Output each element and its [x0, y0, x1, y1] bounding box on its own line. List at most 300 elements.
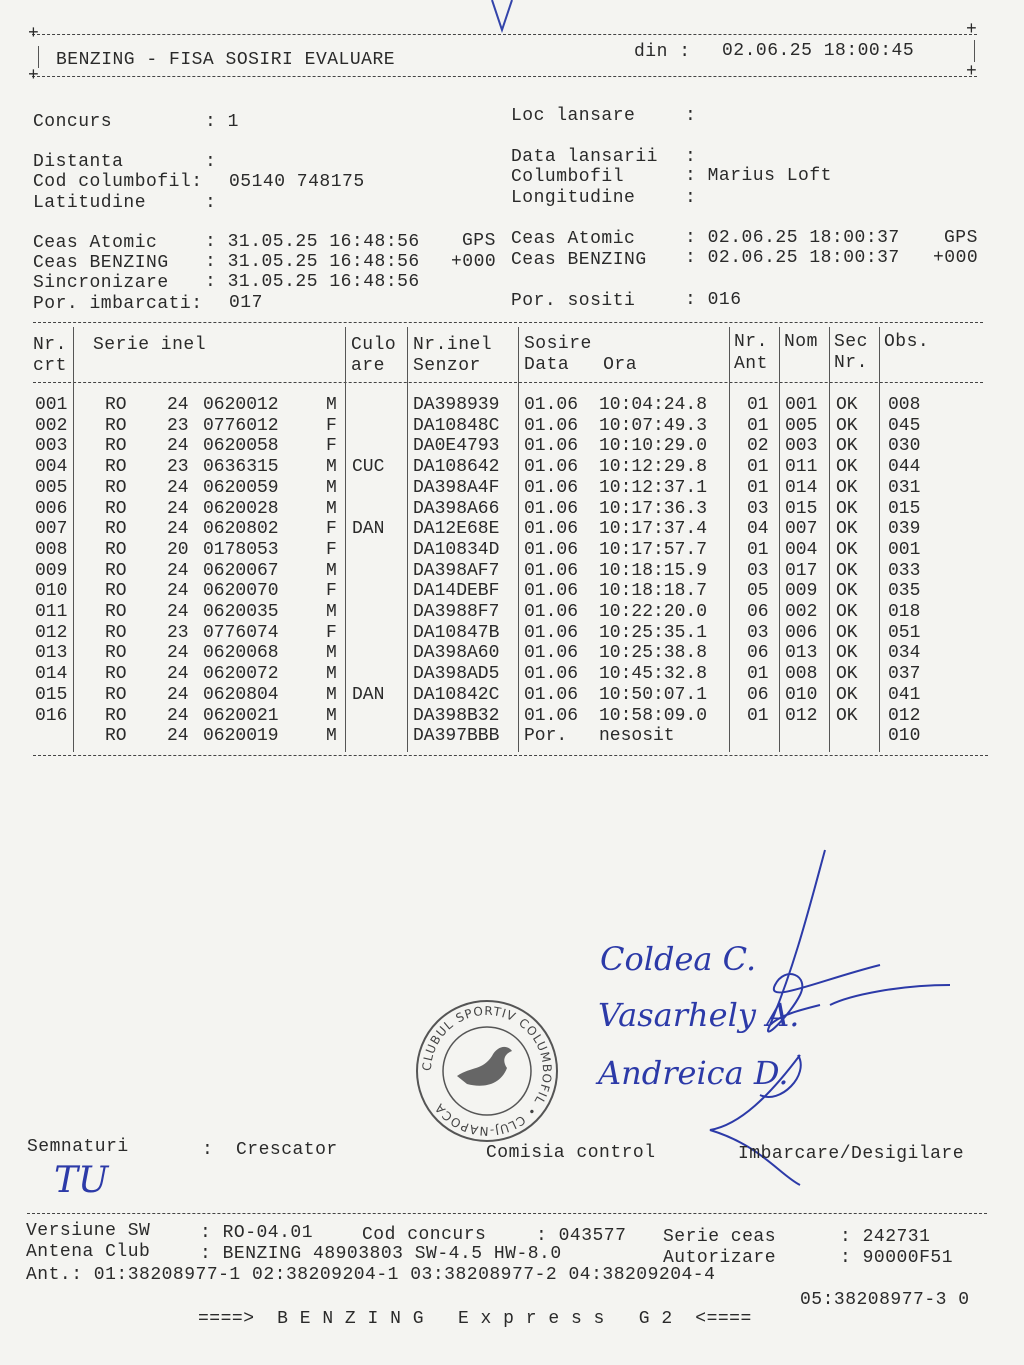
cell-obs: 051 [888, 622, 921, 643]
cell-tara: RO [105, 602, 127, 622]
table-top-rule [33, 322, 983, 323]
cell-sec: OK [836, 705, 858, 726]
autorizare-label: Autorizare [663, 1248, 777, 1268]
ceas-benzing-start-suffix: +000 [451, 252, 497, 272]
cell-nr: 008 [35, 539, 68, 560]
cell-data: 01.06 [524, 581, 579, 602]
cell-inel: 0776074 [203, 622, 279, 643]
cell-tara: RO [105, 477, 127, 498]
table-row [0, 664, 1024, 685]
cell-an: 24 [167, 436, 189, 457]
cell-obs: 018 [888, 602, 921, 622]
cell-obs: 012 [888, 705, 921, 726]
cell-tara: RO [105, 726, 127, 747]
versiune-label: Versiune SW [26, 1221, 151, 1241]
cell-senzor: DA12E68E [413, 519, 500, 540]
cell-ant: 05 [747, 581, 769, 602]
cell-sex: F [326, 415, 337, 436]
latitudine-label: Latitudine [33, 193, 147, 213]
cell-nom: 009 [785, 581, 818, 602]
din-label: din : [634, 42, 691, 62]
cell-an: 24 [167, 395, 189, 415]
cell-data: 01.06 [524, 622, 579, 643]
cell-sec: OK [836, 519, 858, 540]
cell-ora: nesosit [599, 726, 675, 747]
sositi-label: Por. sositi [511, 291, 636, 311]
serie-ceas-label: Serie ceas [663, 1227, 777, 1247]
cod-concurs-value: : 043577 [536, 1226, 627, 1246]
cell-data: 01.06 [524, 602, 579, 622]
cell-inel: 0620802 [203, 519, 279, 540]
table-row [0, 602, 1024, 623]
latitudine-value: : [205, 193, 217, 213]
cell-sec: OK [836, 664, 858, 685]
cell-ora: 10:10:29.0 [599, 436, 708, 457]
header-obs: Obs. [884, 332, 930, 352]
cell-sec: OK [836, 415, 858, 436]
club-seal-stamp [412, 996, 562, 1146]
ceas-atomic-end-label: Ceas Atomic [511, 229, 636, 249]
header-top-rule [32, 34, 977, 35]
table-row [0, 726, 1024, 747]
cell-ora: 10:45:32.8 [599, 664, 708, 685]
cell-sec: OK [836, 436, 858, 457]
cell-an: 24 [167, 581, 189, 602]
cell-sec: OK [836, 684, 858, 705]
cell-senzor: DA398A60 [413, 643, 500, 664]
cell-sex: M [326, 477, 337, 498]
cell-inel: 0620058 [203, 436, 279, 457]
cell-inel: 0620012 [203, 395, 279, 415]
cell-an: 24 [167, 498, 189, 519]
cell-nr: 002 [35, 415, 68, 436]
cell-tara: RO [105, 539, 127, 560]
cell-tara: RO [105, 684, 127, 705]
header-plus-br: + [966, 62, 978, 82]
cell-sec: OK [836, 539, 858, 560]
cell-an: 24 [167, 560, 189, 581]
cell-obs: 008 [888, 395, 921, 415]
table-row [0, 416, 1024, 437]
cell-data: 01.06 [524, 519, 579, 540]
cell-an: 20 [167, 539, 189, 560]
cell-tara: RO [105, 395, 127, 415]
header-sosire-1: Sosire [524, 334, 592, 354]
cell-senzor: DA0E4793 [413, 436, 500, 457]
header-plus-bl: + [28, 66, 40, 86]
ceas-atomic-start-value: : 31.05.25 16:48:56 [205, 232, 420, 252]
cell-nom: 011 [785, 457, 818, 478]
cell-nom: 017 [785, 560, 818, 581]
cell-nr: 007 [35, 519, 68, 540]
header-plus-tl: + [28, 24, 40, 44]
cell-tara: RO [105, 664, 127, 685]
cell-sec: OK [836, 602, 858, 622]
header-serie-inel: Serie inel [93, 335, 207, 355]
cell-nr: 011 [35, 602, 68, 622]
cell-nr: 010 [35, 581, 68, 602]
cell-ant: 03 [747, 498, 769, 519]
cell-sex: F [326, 622, 337, 643]
cell-data: 01.06 [524, 395, 579, 415]
cell-tara: RO [105, 560, 127, 581]
cell-nom: 005 [785, 415, 818, 436]
cell-ora: 10:50:07.1 [599, 684, 708, 705]
cell-obs: 041 [888, 684, 921, 705]
cell-sec: OK [836, 622, 858, 643]
ceas-benzing-end-value: : 02.06.25 18:00:37 [685, 248, 900, 268]
table-row [0, 643, 1024, 664]
cell-ant: 06 [747, 602, 769, 622]
table-row [0, 457, 1024, 478]
header-nr: Nr. [33, 335, 67, 355]
cell-sex: M [326, 602, 337, 622]
table-bottom-rule [33, 755, 988, 756]
cell-nom: 015 [785, 498, 818, 519]
cell-obs: 035 [888, 581, 921, 602]
cell-ant: 01 [747, 664, 769, 685]
header-sec-2: Nr. [834, 353, 868, 373]
table-row [0, 706, 1024, 727]
cell-nr: 004 [35, 457, 68, 478]
handwritten-name-andreica: Andreica D. [598, 1054, 789, 1092]
cell-an: 23 [167, 457, 189, 478]
cell-nom: 003 [785, 436, 818, 457]
cell-data: 01.06 [524, 560, 579, 581]
distanta-value: : [205, 152, 217, 172]
cell-an: 24 [167, 684, 189, 705]
cell-nr: 006 [35, 498, 68, 519]
header-ant-1: Nr. [734, 332, 768, 352]
cell-data: 01.06 [524, 415, 579, 436]
ceas-atomic-start-suffix: GPS [462, 231, 496, 251]
cod-columbofil-label: Cod columbofil: [33, 172, 203, 192]
cell-senzor: DA398B32 [413, 705, 500, 726]
cell-sec: OK [836, 477, 858, 498]
cell-an: 24 [167, 726, 189, 747]
cell-ora: 10:25:35.1 [599, 622, 708, 643]
cell-culoare: CUC [352, 457, 385, 478]
antenna-list-continued: 05:38208977-3 0 [800, 1290, 970, 1310]
cell-data: 01.06 [524, 664, 579, 685]
header-culoare-2: are [351, 356, 385, 376]
cell-sex: M [326, 560, 337, 581]
cell-ant: 03 [747, 622, 769, 643]
cell-sex: F [326, 519, 337, 540]
cell-sex: M [326, 457, 337, 478]
cell-data: 01.06 [524, 477, 579, 498]
cell-ora: 10:25:38.8 [599, 643, 708, 664]
cell-an: 24 [167, 643, 189, 664]
cell-sex: M [326, 726, 337, 747]
cell-nom: 004 [785, 539, 818, 560]
ceas-atomic-end-value: : 02.06.25 18:00:37 [685, 228, 900, 248]
cell-sec: OK [836, 643, 858, 664]
antena-label: Antena Club [26, 1242, 151, 1262]
cell-nom: 002 [785, 602, 818, 622]
cell-senzor: DA398A66 [413, 498, 500, 519]
imbarcati-label: Por. imbarcati: [33, 294, 203, 314]
columbofil-label: Columbofil [511, 167, 625, 187]
cell-sec: OK [836, 498, 858, 519]
cell-obs: 045 [888, 415, 921, 436]
header-crt: crt [33, 356, 67, 376]
cod-columbofil-value: 05140 748175 [229, 172, 365, 192]
table-row [0, 499, 1024, 520]
header-sosire-2: Data Ora [524, 355, 638, 375]
cell-tara: RO [105, 519, 127, 540]
cell-inel: 0620035 [203, 602, 279, 622]
cell-sex: M [326, 705, 337, 726]
cell-an: 24 [167, 602, 189, 622]
table-row [0, 540, 1024, 561]
header-right-bar [974, 40, 975, 62]
cell-tara: RO [105, 581, 127, 602]
ceas-atomic-start-label: Ceas Atomic [33, 233, 158, 253]
data-lansarii-label: Data lansarii [511, 147, 658, 167]
cell-sex: M [326, 498, 337, 519]
cell-tara: RO [105, 415, 127, 436]
table-row [0, 519, 1024, 540]
autorizare-value: : 90000F51 [840, 1248, 954, 1268]
cell-an: 24 [167, 664, 189, 685]
cell-ora: 10:12:29.8 [599, 457, 708, 478]
cell-ant: 04 [747, 519, 769, 540]
imbarcare-label: Imbarcare/Desigilare [738, 1144, 965, 1164]
ceas-benzing-end-label: Ceas BENZING [511, 250, 647, 270]
loc-lansare-label: Loc lansare [511, 106, 636, 126]
cell-data: 01.06 [524, 457, 579, 478]
report-title: BENZING - FISA SOSIRI EVALUARE [56, 50, 396, 70]
cell-nom: 010 [785, 684, 818, 705]
cell-obs: 044 [888, 457, 921, 478]
cell-senzor: DA398A4F [413, 477, 500, 498]
header-senzor-2: Senzor [413, 356, 481, 376]
cell-nom: 007 [785, 519, 818, 540]
cell-data: 01.06 [524, 705, 579, 726]
cell-ant: 01 [747, 395, 769, 415]
cell-data: Por. [524, 726, 568, 747]
cell-an: 23 [167, 622, 189, 643]
cell-sec: OK [836, 395, 858, 415]
cell-inel: 0620019 [203, 726, 279, 747]
cell-tara: RO [105, 705, 127, 726]
cell-nom: 001 [785, 395, 818, 415]
cell-ora: 10:58:09.0 [599, 705, 708, 726]
cell-ant: 03 [747, 560, 769, 581]
cell-obs: 037 [888, 664, 921, 685]
pen-mark-top [488, 0, 518, 34]
handwritten-name-coldea: Coldea C. [600, 940, 757, 978]
cell-obs: 030 [888, 436, 921, 457]
cell-inel: 0620067 [203, 560, 279, 581]
cell-sex: M [326, 643, 337, 664]
cell-sex: F [326, 436, 337, 457]
benzing-brand-line: ====> B E N Z I N G E x p r e s s G 2 <==== [198, 1309, 752, 1329]
cell-nr: 012 [35, 622, 68, 643]
cell-senzor: DA3988F7 [413, 602, 500, 622]
table-row [0, 436, 1024, 457]
cell-obs: 010 [888, 726, 921, 747]
cell-senzor: DA398AD5 [413, 664, 500, 685]
data-lansarii-value: : [685, 147, 697, 167]
cell-ant: 06 [747, 684, 769, 705]
table-row [0, 561, 1024, 582]
crescator-label: Crescator [236, 1140, 338, 1160]
header-culoare-1: Culo [351, 335, 397, 355]
cell-ant: 02 [747, 436, 769, 457]
cell-sec: OK [836, 457, 858, 478]
cell-obs: 015 [888, 498, 921, 519]
columbofil-value: : Marius Loft [685, 166, 832, 186]
cell-an: 24 [167, 705, 189, 726]
cell-senzor: DA397BBB [413, 726, 500, 747]
versiune-value: : RO-04.01 [200, 1223, 314, 1243]
cell-an: 23 [167, 415, 189, 436]
table-row [0, 478, 1024, 499]
semnaturi-colon: : [202, 1140, 214, 1160]
cell-data: 01.06 [524, 643, 579, 664]
cell-ora: 10:07:49.3 [599, 415, 708, 436]
antena-value: : BENZING 48903803 SW-4.5 HW-8.0 [200, 1244, 562, 1264]
club-seal-text: CLUBUL SPORTIV COLUMBOFIL • CLUJ-NAPOCA [419, 1003, 555, 1139]
cell-tara: RO [105, 436, 127, 457]
cell-sex: F [326, 539, 337, 560]
signature-scribble [700, 845, 960, 1195]
cell-ora: 10:12:37.1 [599, 477, 708, 498]
ceas-benzing-start-label: Ceas BENZING [33, 253, 169, 273]
cell-inel: 0620028 [203, 498, 279, 519]
cell-inel: 0178053 [203, 539, 279, 560]
cell-senzor: DA108642 [413, 457, 500, 478]
cell-data: 01.06 [524, 684, 579, 705]
cell-inel: 0620021 [203, 705, 279, 726]
cell-obs: 033 [888, 560, 921, 581]
cell-tara: RO [105, 643, 127, 664]
cell-nom: 006 [785, 622, 818, 643]
header-plus-tr: + [966, 20, 978, 40]
cell-nr: 001 [35, 395, 68, 415]
cell-data: 01.06 [524, 436, 579, 457]
cell-ant: 01 [747, 477, 769, 498]
table-header-rule [33, 382, 983, 383]
din-value: 02.06.25 18:00:45 [722, 41, 915, 61]
table-row [0, 395, 1024, 416]
cell-sec: OK [836, 560, 858, 581]
cell-ora: 10:17:36.3 [599, 498, 708, 519]
cell-ora: 10:17:37.4 [599, 519, 708, 540]
cell-nr: 015 [35, 684, 68, 705]
cell-ant: 01 [747, 539, 769, 560]
header-senzor-1: Nr.inel [413, 335, 493, 355]
cell-senzor: DA14DEBF [413, 581, 500, 602]
cell-senzor: DA398939 [413, 395, 500, 415]
footer-rule [27, 1213, 987, 1214]
cell-senzor: DA398AF7 [413, 560, 500, 581]
ceas-atomic-end-suffix: GPS [944, 228, 978, 248]
header-ant-2: Ant [734, 354, 768, 374]
cell-nr: 003 [35, 436, 68, 457]
distanta-label: Distanta [33, 152, 124, 172]
table-row [0, 685, 1024, 706]
ceas-benzing-start-value: : 31.05.25 16:48:56 [205, 252, 420, 272]
cell-ora: 10:18:18.7 [599, 581, 708, 602]
cell-inel: 0620059 [203, 477, 279, 498]
longitudine-value: : [685, 188, 697, 208]
cell-nom: 012 [785, 705, 818, 726]
cell-nr: 013 [35, 643, 68, 664]
cell-ant: 01 [747, 705, 769, 726]
cell-sec: OK [836, 581, 858, 602]
table-row [0, 581, 1024, 602]
antenna-list: Ant.: 01:38208977-1 02:38209204-1 03:38208977-2 04:38209204-4 [26, 1265, 716, 1285]
cell-ora: 10:18:15.9 [599, 560, 708, 581]
cell-ora: 10:22:20.0 [599, 602, 708, 622]
cell-senzor: DA10834D [413, 539, 500, 560]
ceas-benzing-end-suffix: +000 [933, 248, 979, 268]
header-nom: Nom [784, 332, 818, 352]
cell-ant: 01 [747, 415, 769, 436]
concurs-value: : 1 [205, 112, 239, 132]
cell-an: 24 [167, 477, 189, 498]
cell-senzor: DA10848C [413, 415, 500, 436]
cell-ora: 10:17:57.7 [599, 539, 708, 560]
cell-obs: 039 [888, 519, 921, 540]
cell-inel: 0636315 [203, 457, 279, 478]
cell-data: 01.06 [524, 498, 579, 519]
cell-sex: F [326, 581, 337, 602]
cell-ora: 10:04:24.8 [599, 395, 708, 415]
cell-nr: 009 [35, 560, 68, 581]
cell-inel: 0776012 [203, 415, 279, 436]
header-left-bar [38, 46, 39, 68]
sositi-value: : 016 [685, 290, 742, 310]
cell-nr: 016 [35, 705, 68, 726]
cell-obs: 001 [888, 539, 921, 560]
cell-ant: 01 [747, 457, 769, 478]
cell-nom: 013 [785, 643, 818, 664]
cell-nr: 014 [35, 664, 68, 685]
cell-sex: M [326, 664, 337, 685]
cell-nr: 005 [35, 477, 68, 498]
sincronizare-value: : 31.05.25 16:48:56 [205, 272, 420, 292]
cell-tara: RO [105, 622, 127, 643]
cell-sex: M [326, 684, 337, 705]
cell-inel: 0620804 [203, 684, 279, 705]
cod-concurs-label: Cod concurs [362, 1225, 487, 1245]
cell-senzor: DA10847B [413, 622, 500, 643]
handwritten-initials: TU [54, 1160, 109, 1201]
cell-culoare: DAN [352, 519, 385, 540]
sincronizare-label: Sincronizare [33, 273, 169, 293]
comisia-label: Comisia control [486, 1143, 656, 1163]
header-bottom-rule [32, 76, 977, 77]
cell-data: 01.06 [524, 539, 579, 560]
longitudine-label: Longitudine [511, 188, 636, 208]
cell-obs: 031 [888, 477, 921, 498]
cell-obs: 034 [888, 643, 921, 664]
cell-inel: 0620068 [203, 643, 279, 664]
header-sec-1: Sec [834, 332, 868, 352]
serie-ceas-value: : 242731 [840, 1227, 931, 1247]
cell-senzor: DA10842C [413, 684, 500, 705]
cell-nom: 008 [785, 664, 818, 685]
handwritten-name-vasarhely: Vasarhely A. [598, 996, 800, 1034]
cell-tara: RO [105, 498, 127, 519]
cell-ant: 06 [747, 643, 769, 664]
loc-lansare-value: : [685, 106, 697, 126]
cell-culoare: DAN [352, 684, 385, 705]
